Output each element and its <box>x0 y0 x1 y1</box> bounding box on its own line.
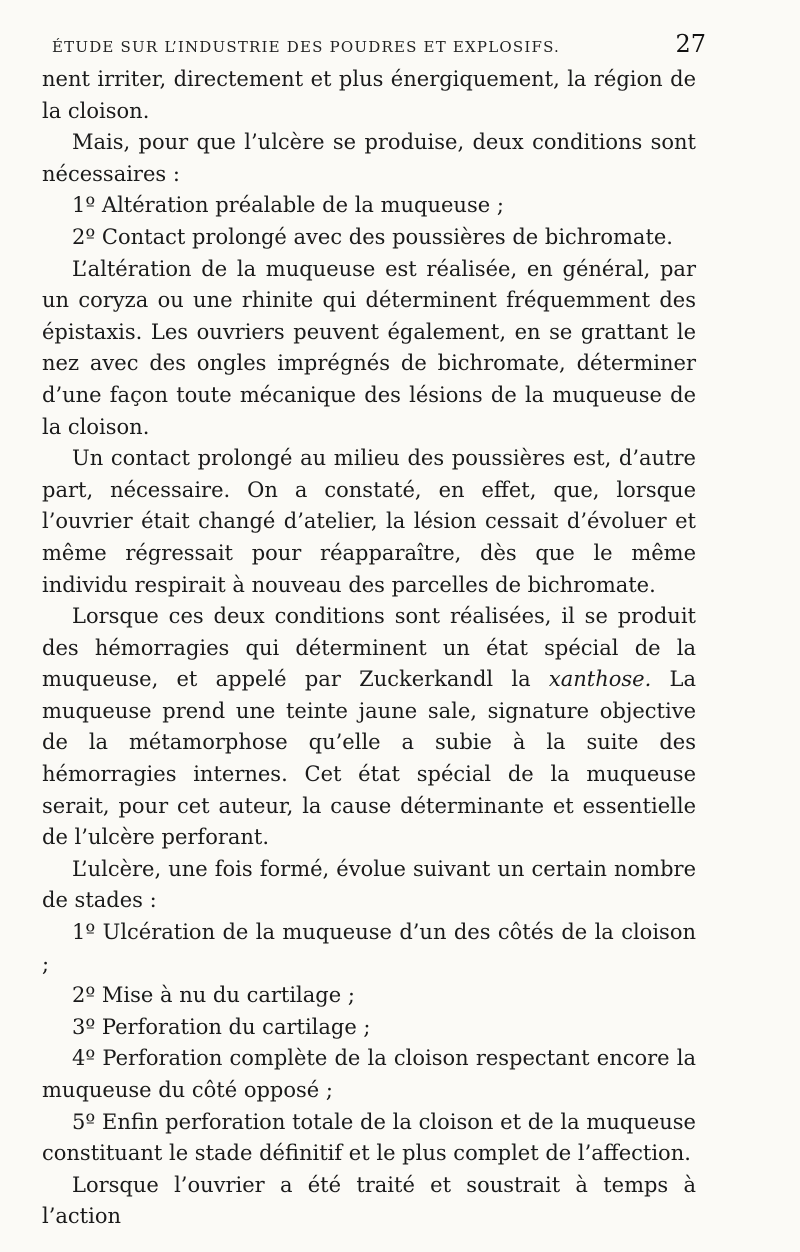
list-item: 1º Altération préalable de la muqueuse ; <box>72 193 504 218</box>
running-title: ÉTUDE SUR L’INDUSTRIE DES POUDRES ET EXPLOSIFS. <box>52 38 560 56</box>
paragraph-text: La muqueuse prend une teinte jaune sale, signature objective de la métamorphose qu’elle a subie à la suite des hémorragies internes. Cet état spécial de la muqueuse serait, pour cet auteur, la cause déterminante et essentielle de l’ulcère perforant. <box>42 667 696 850</box>
paragraph: nent irriter, directement et plus énergiquement, la région de la cloison. <box>42 67 696 123</box>
list-item: 3º Perforation du cartilage ; <box>72 1014 371 1039</box>
paragraph <box>42 601 696 854</box>
paragraph-text: Lorsque ces deux conditions sont réalisées, il se produit des hémorragies qui déterminent un état spécial de la muqueuse, et appelé par Zuckerkandl la <box>42 604 696 692</box>
body-text <box>42 64 696 1233</box>
list-item: 2º Mise à nu du cartilage ; <box>72 983 355 1008</box>
paragraph: Lorsque l’ouvrier a été traité et soustrait à temps à l’action <box>42 1172 696 1229</box>
page-number: 27 <box>675 30 706 58</box>
list-item: 2º Contact prolongé avec des poussières de bichromate. <box>72 224 673 249</box>
page-header <box>42 30 706 64</box>
paragraph: Mais, pour que l’ulcère se produise, deux conditions sont nécessaires : <box>42 130 696 186</box>
paragraph: L’altération de la muqueuse est réalisée, en général, par un coryza ou une rhinite qui déterminent fréquemment des épistaxis. Les ouvriers peuvent également, en se grattant le nez avec des ongles imprégnés de bichromate, déterminer d’une façon toute mécanique des lésions de la muqueuse de la cloison. <box>42 256 696 439</box>
list-item: 5º Enfin perforation totale de la cloison et de la muqueuse constituant le stade définitif et le plus complet de l’affection. <box>42 1109 696 1166</box>
paragraph: Un contact prolongé au milieu des poussières est, d’autre part, nécessaire. On a constaté, en effet, que, lorsque l’ouvrier était changé d’atelier, la lésion cessait d’évoluer et même régressait pour réapparaître, dès que le même individu respirait à nouveau des parcelles de bichromate. <box>42 446 696 597</box>
list-item: 1º Ulcération de la muqueuse d’un des côtés de la cloison ; <box>42 920 696 976</box>
italic-term: xanthose. <box>548 667 652 692</box>
list-item: 4º Perforation complète de la cloison respectant encore la muqueuse du côté opposé ; <box>42 1046 696 1102</box>
paragraph: L’ulcère, une fois formé, évolue suivant un certain nombre de stades : <box>42 856 696 913</box>
